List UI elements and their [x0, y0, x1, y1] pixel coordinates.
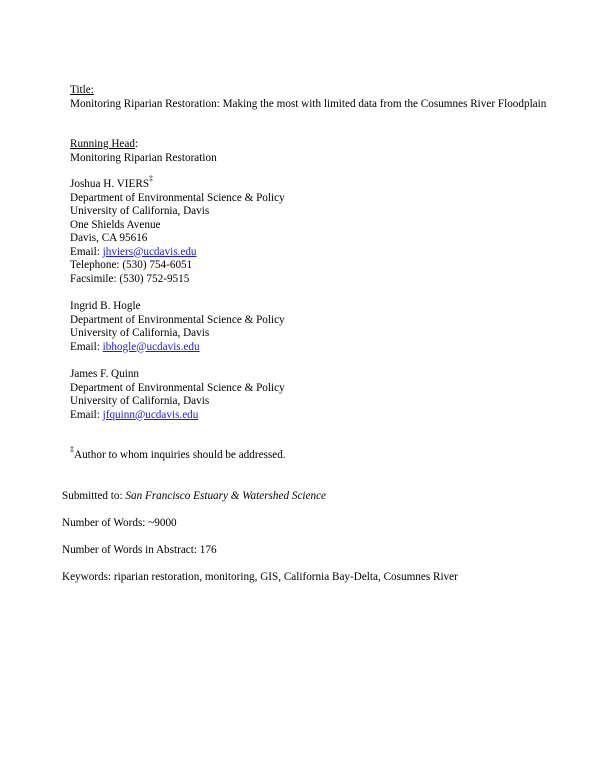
author-university: University of California, Davis [70, 205, 210, 217]
author-department: Department of Environmental Science & Policy [70, 191, 285, 204]
running-head-label-line [70, 138, 550, 152]
footnote-text: Author to whom inquiries should be addressed. [74, 449, 286, 461]
author-name: Ingrid B. Hogle [70, 300, 141, 312]
author-name: Joshua H. VIERS [70, 178, 150, 190]
author-telephone: Telephone: (530) 754-6051 [70, 259, 193, 271]
footnote [70, 445, 550, 463]
keywords-text: Keywords: riparian restoration, monitoring, GIS, California Bay-Delta, Cosumnes River [62, 571, 458, 583]
submission-label: Submitted to: [62, 490, 126, 502]
running-head-section [70, 138, 550, 165]
running-head-label: Running Head [70, 138, 135, 150]
submission-line [62, 490, 562, 504]
author-university: University of California, Davis [70, 395, 210, 407]
author-department: Department of Environmental Science & Policy [70, 313, 285, 326]
dagger-mark: ‡ [149, 174, 154, 184]
dagger-mark: ‡ [70, 445, 74, 455]
author-city: Davis, CA 95616 [70, 232, 148, 244]
author-name-line [70, 174, 550, 192]
author-street: One Shields Avenue [70, 218, 161, 231]
author-email-line [70, 246, 550, 260]
abstract-word-count-text: Number of Words in Abstract: 176 [62, 544, 217, 556]
email-label: Email: [70, 245, 103, 258]
submission-text [62, 490, 562, 504]
running-head-colon: : [134, 138, 139, 150]
title-section [70, 84, 550, 111]
author-email-line [70, 341, 550, 355]
author-facsimile: Facsimile: (530) 752-9515 [70, 272, 190, 285]
email-link[interactable]: jfquinn@ucdavis.edu [102, 408, 199, 421]
journal-name: San Francisco Estuary & Watershed Science [125, 490, 327, 502]
email-label: Email: [70, 408, 103, 421]
abstract-word-count [62, 544, 562, 558]
author-block-1 [70, 174, 550, 286]
title-label: Title: [70, 84, 94, 96]
title-text: Monitoring Riparian Restoration: Making the most with limited data from the Cosumnes River Floodplain [70, 97, 547, 110]
author-block-3 [70, 368, 550, 422]
email-label: Email: [70, 340, 103, 353]
email-link[interactable]: jhviers@ucdavis.edu [102, 245, 197, 258]
author-university: University of California, Davis [70, 327, 210, 339]
word-count-text: Number of Words: ~9000 [62, 517, 177, 529]
author-email-line [70, 409, 550, 423]
author-department: Department of Environmental Science & Policy [70, 381, 285, 394]
running-head-text: Monitoring Riparian Restoration [70, 151, 217, 164]
email-link[interactable]: ibhogle@ucdavis.edu [102, 340, 200, 353]
author-name: James F. Quinn [70, 368, 140, 380]
word-count [62, 517, 562, 531]
keywords [62, 571, 562, 585]
footnote-line [70, 445, 550, 463]
author-block-2 [70, 300, 550, 354]
